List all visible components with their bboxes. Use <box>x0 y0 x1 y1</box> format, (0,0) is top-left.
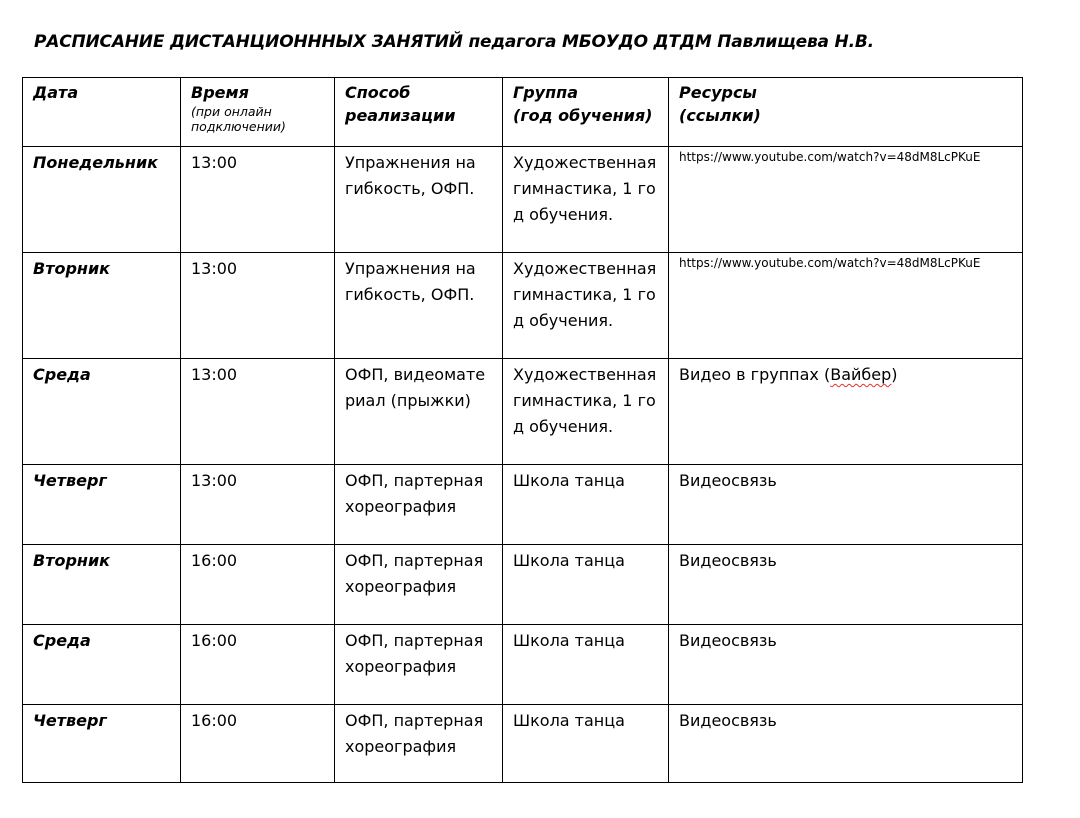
row-group: Художественная гимнастика, 1 год обучения. <box>513 153 657 224</box>
row-method: Упражнения на гибкость, ОФП. <box>345 259 476 304</box>
row-day: Вторник <box>33 259 111 278</box>
row-group: Художественная гимнастика, 1 год обучения. <box>513 259 657 330</box>
row-method: ОФП, партерная хореография <box>345 631 484 676</box>
header-time <box>181 78 335 147</box>
row-method: Упражнения на гибкость, ОФП. <box>345 153 476 198</box>
row-group: Школа танца <box>513 631 625 650</box>
resource-text-prefix: Видео в группах ( <box>679 365 831 384</box>
header-group-label: Группа <box>513 83 578 102</box>
table-header-row <box>23 78 1023 147</box>
resource-text-suffix: ) <box>891 365 898 384</box>
header-method <box>335 78 503 147</box>
header-resources-label: Ресурсы <box>679 83 757 102</box>
row-group: Школа танца <box>513 551 625 570</box>
row-time: 13:00 <box>191 153 238 172</box>
row-resource: Видеосвязь <box>679 711 777 730</box>
table-row <box>23 147 1023 253</box>
table-row <box>23 705 1023 783</box>
row-day: Среда <box>33 365 91 384</box>
header-group-note: (год обучения) <box>513 106 653 125</box>
header-time-label: Время <box>191 83 249 102</box>
header-date <box>23 78 181 147</box>
row-resource: Видеосвязь <box>679 551 777 570</box>
table-row <box>23 625 1023 705</box>
row-day: Понедельник <box>33 153 159 172</box>
row-time: 13:00 <box>191 471 238 490</box>
row-method: ОФП, видеоматериал (прыжки) <box>345 365 486 410</box>
header-method-label: Способ реализации <box>345 83 456 125</box>
row-method: ОФП, партерная хореография <box>345 551 484 596</box>
row-method: ОФП, партерная хореография <box>345 711 484 756</box>
row-time: 16:00 <box>191 711 238 730</box>
row-day: Среда <box>33 631 91 650</box>
table-row <box>23 465 1023 545</box>
header-resources-note: (ссылки) <box>679 106 761 125</box>
row-resource: Видеосвязь <box>679 471 777 490</box>
row-group: Художественная гимнастика, 1 год обучения. <box>513 365 657 436</box>
header-group <box>503 78 669 147</box>
schedule-table <box>22 77 1023 783</box>
row-resource <box>679 362 1012 388</box>
row-method: ОФП, партерная хореография <box>345 471 484 516</box>
row-group: Школа танца <box>513 711 625 730</box>
row-time: 13:00 <box>191 365 238 384</box>
table-row <box>23 253 1023 359</box>
table-row <box>23 359 1023 465</box>
row-day: Четверг <box>33 711 107 730</box>
page-title: РАСПИСАНИЕ ДИСТАНЦИОНННЫХ ЗАНЯТИЙ педагога МБОУДО ДТДМ Павлищева Н.В. <box>34 32 874 52</box>
header-time-note: (при онлайн подключении) <box>191 104 286 134</box>
row-resource-link[interactable]: https://www.youtube.com/watch?v=48dM8LcPKuE <box>679 256 981 270</box>
row-group: Школа танца <box>513 471 625 490</box>
row-day: Вторник <box>33 551 111 570</box>
row-time: 16:00 <box>191 551 238 570</box>
row-resource-link[interactable]: https://www.youtube.com/watch?v=48dM8LcPKuE <box>679 150 981 164</box>
row-time: 16:00 <box>191 631 238 650</box>
table-row <box>23 545 1023 625</box>
spellcheck-flagged-word: Вайбер <box>830 365 892 384</box>
header-resources <box>669 78 1023 147</box>
header-date-label: Дата <box>33 83 79 102</box>
row-time: 13:00 <box>191 259 238 278</box>
row-day: Четверг <box>33 471 107 490</box>
row-resource: Видеосвязь <box>679 631 777 650</box>
